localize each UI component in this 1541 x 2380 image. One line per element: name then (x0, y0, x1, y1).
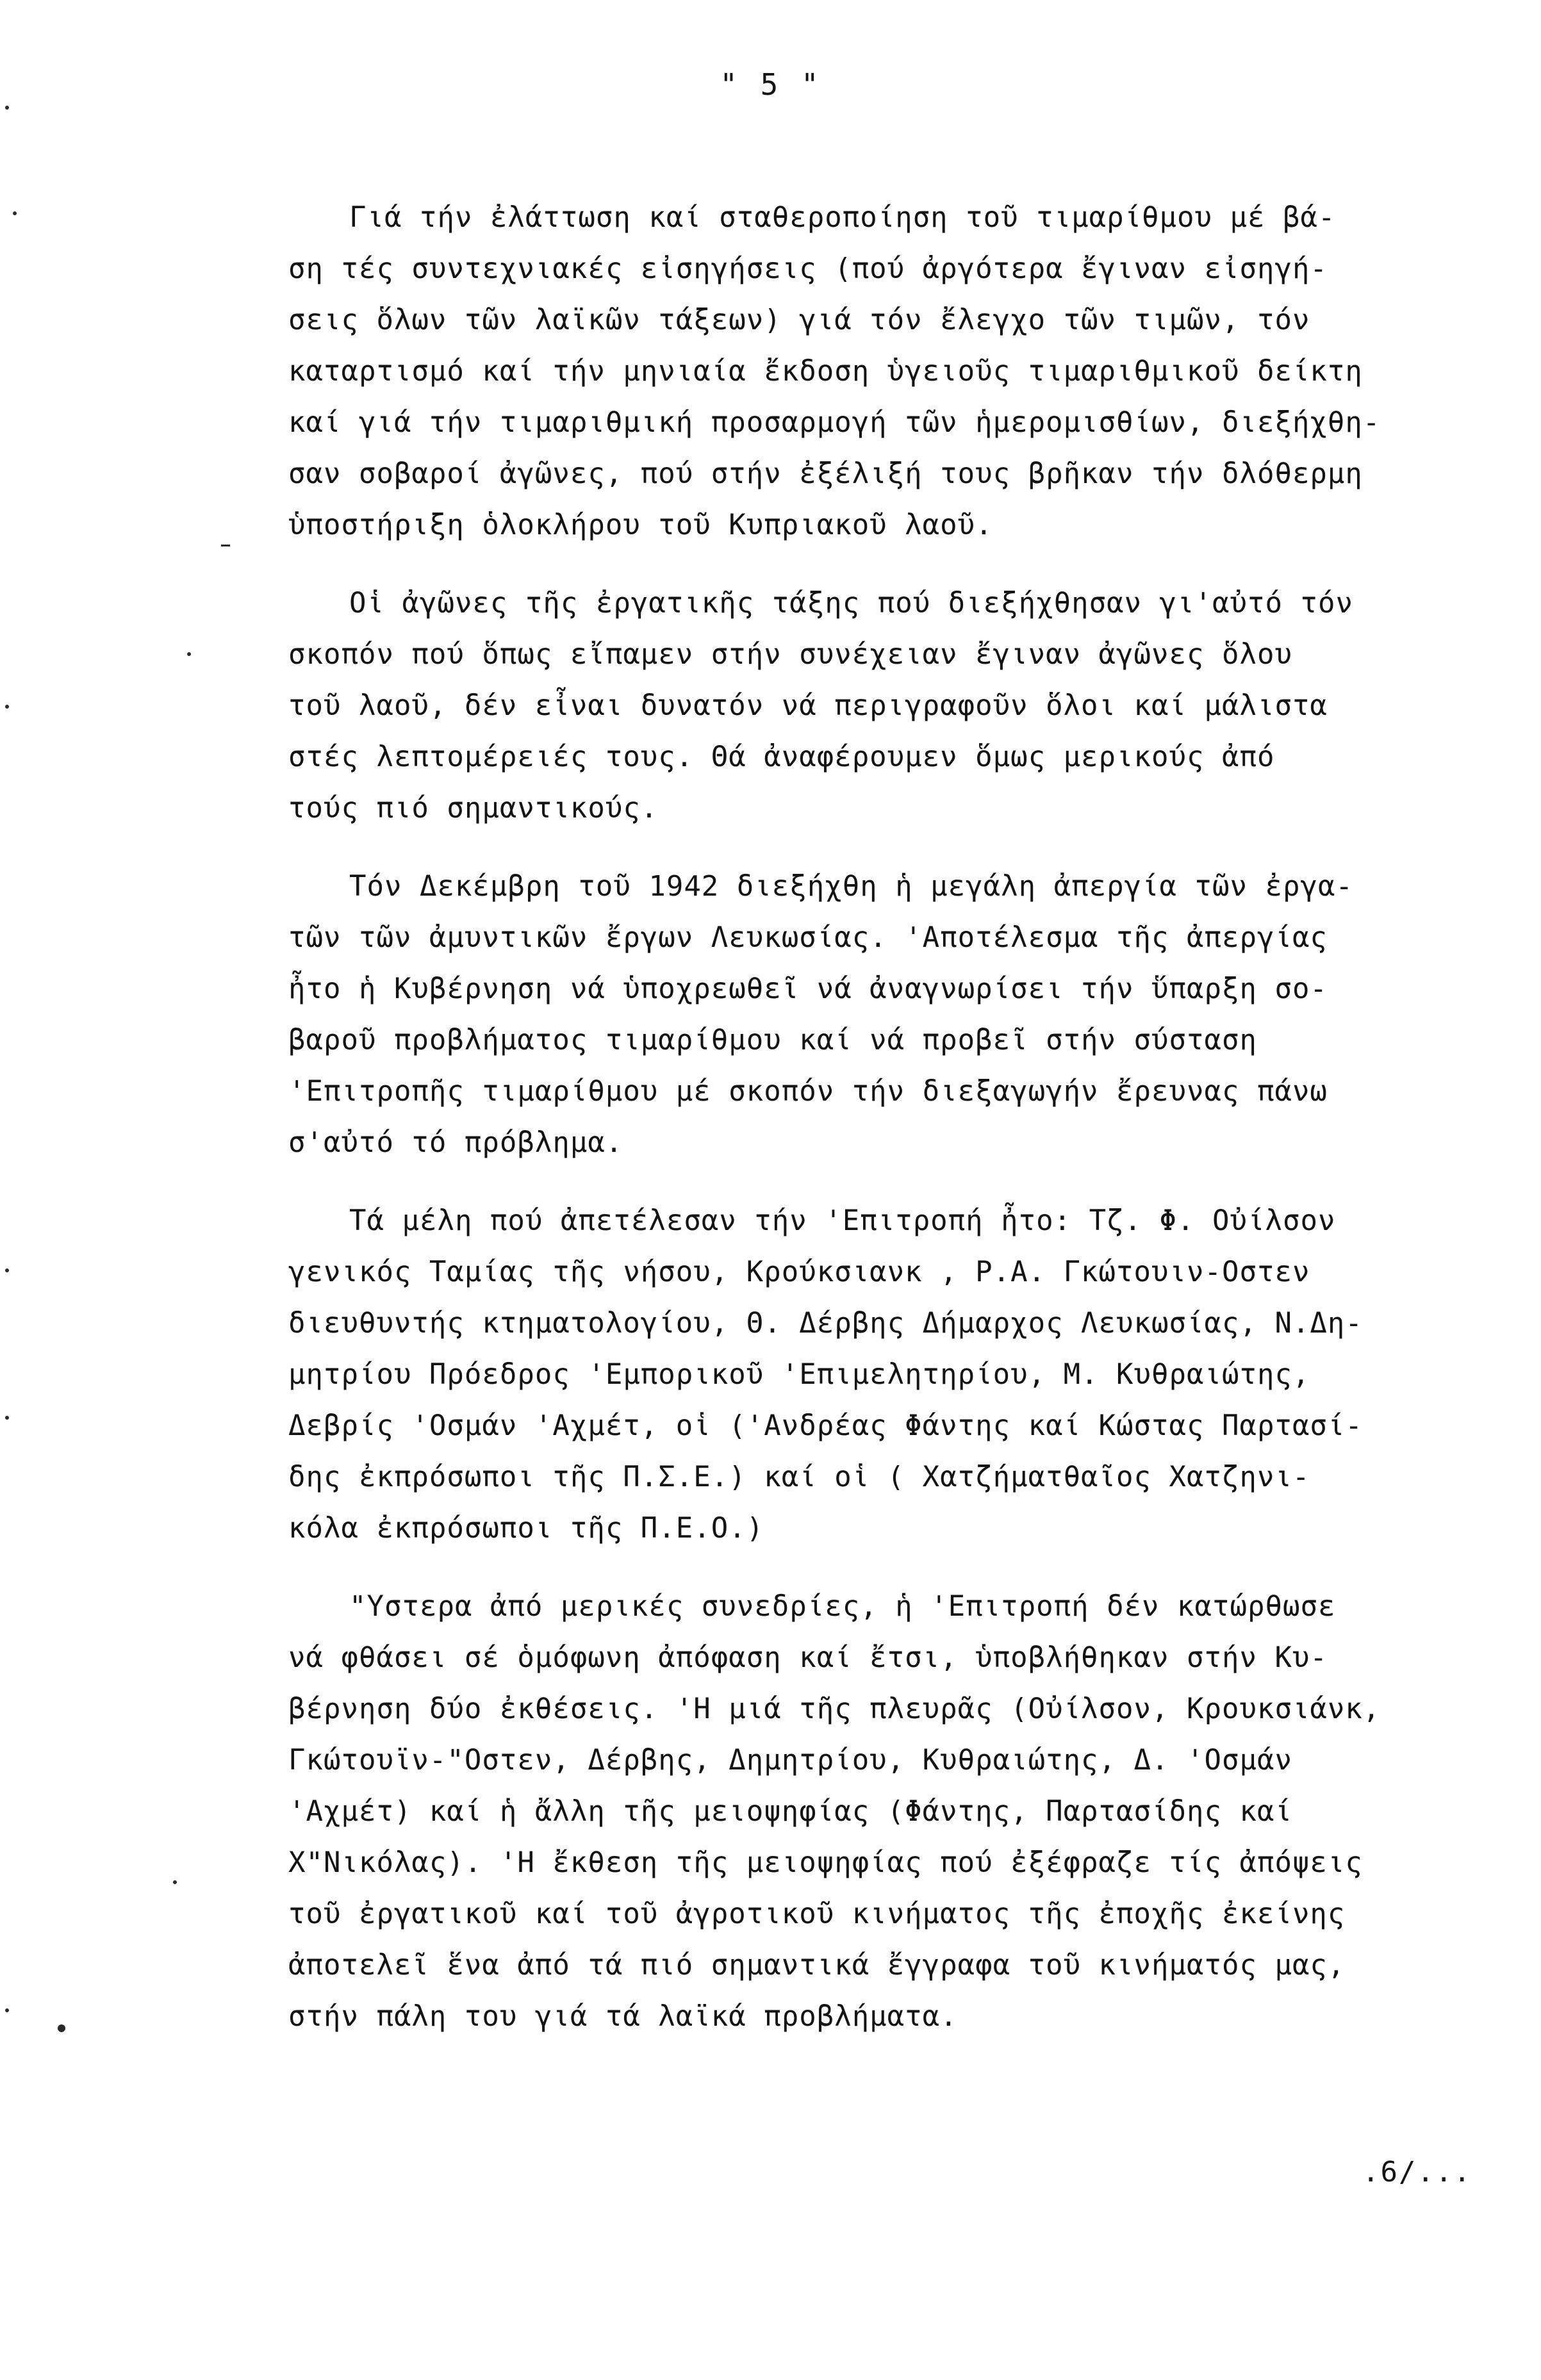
text-line: 'Επιτροπῆς τιμαρίθμου μέ σκοπόν τήν διεξαγωγήν ἔρευνας πάνω (288, 1075, 1328, 1108)
text-line: ση τές συντεχνιακές εἰσηγήσεις (πού ἀργότερα ἔγιναν εἰσηγή- (288, 252, 1328, 285)
margin-speck (5, 1416, 9, 1420)
paragraph-4 (288, 1195, 1493, 1554)
text-line: καταρτισμό καί τήν μηνιαία ἔκδοση ὑγειοῦς τιμαριθμικοῦ δείκτη (288, 355, 1363, 388)
margin-speck (5, 1268, 9, 1272)
text-line: ἀποτελεῖ ἕνα ἀπό τά πιό σημαντικά ἔγγραφα τοῦ κινήματός μας, (288, 1949, 1346, 1982)
text-line: Τά μέλη πού ἀπετέλεσαν τήν 'Επιτροπή ἦτο: Τζ. Φ. Οὐίλσον (349, 1204, 1336, 1237)
text-line: βέρνηση δύο ἐκθέσεις. 'Η μιά τῆς πλευρᾶς (Οὐίλσον, Κρουκσιάνκ, (288, 1693, 1381, 1725)
text-line: τοῦ λαοῦ, δέν εἶναι δυνατόν νά περιγραφοῦν ὅλοι καί μάλιστα (288, 689, 1328, 722)
text-line: στήν πάλη του γιά τά λαϊκά προβλήματα. (288, 2000, 958, 2033)
margin-speck (5, 2008, 9, 2012)
text-line: ὑποστήριξη ὁλοκλήρου τοῦ Κυπριακοῦ λαοῦ. (288, 509, 993, 541)
text-line: Χ"Νικόλας). 'Η ἔκθεση τῆς μειοψηφίας πού ἐξέφραζε τίς ἀπόψεις (288, 1846, 1363, 1879)
text-line: σκοπόν πού ὅπως εἴπαμεν στήν συνέχειαν ἔγιναν ἀγῶνες ὅλου (288, 638, 1292, 671)
text-line: Τόν Δεκέμβρη τοῦ 1942 διεξήχθη ἡ μεγάλη ἀπεργία τῶν ἐργα- (349, 870, 1353, 903)
text-line: τῶν τῶν ἀμυντικῶν ἔργων Λευκωσίας. 'Αποτέλεσμα τῆς ἀπεργίας (288, 921, 1328, 954)
text-line: Οἱ ἀγῶνες τῆς ἐργατικῆς τάξης πού διεξήχθησαν γι'αὐτό τόν (349, 587, 1353, 620)
text-line: μητρίου Πρόεδρος 'Εμπορικοῦ 'Επιμελητηρίου, Μ. Κυθραιώτης, (288, 1358, 1310, 1391)
margin-speck (5, 106, 9, 110)
text-line: στές λεπτομέρειές τους. Θά ἀναφέρουμεν ὅμως μερικούς ἀπό (288, 741, 1275, 773)
margin-speck (5, 705, 9, 709)
text-line: 'Αχμέτ) καί ἡ ἄλλη τῆς μειοψηφίας (Φάντης, Παρτασίδης καί (288, 1795, 1292, 1828)
text-line: κόλα ἐκπρόσωποι τῆς Π.Ε.Ο.) (288, 1512, 764, 1545)
margin-speck (173, 1880, 177, 1884)
paragraph-3 (288, 861, 1493, 1169)
text-line: Δεβρίς 'Οσμάν 'Αχμέτ, οἱ ('Ανδρέας Φάντης καί Κώστας Παρτασί- (288, 1409, 1363, 1442)
text-line: Γιά τήν ἐλάττωση καί σταθεροποίηση τοῦ τιμαρίθμου μέ βά- (349, 201, 1336, 234)
text-line: τούς πιό σημαντικούς. (288, 792, 659, 825)
margin-speck (58, 2024, 65, 2032)
text-line: σαν σοβαροί ἀγῶνες, πού στήν ἐξέλιξή τους βρῆκαν τήν δλόθερμη (288, 457, 1363, 490)
document-body (288, 192, 1493, 2069)
text-line: νά φθάσει σέ ὁμόφωνη ἀπόφαση καί ἔτσι, ὑποβλήθηκαν στήν Κυ- (288, 1641, 1328, 1674)
paragraph-1 (288, 192, 1493, 551)
margin-speck (13, 211, 17, 215)
text-line: καί γιά τήν τιμαριθμική προσαρμογή τῶν ἡμερομισθίων, διεξήχθη- (288, 406, 1381, 439)
text-line: βαροῦ προβλήματος τιμαρίθμου καί νά προβεῖ στήν σύσταση (288, 1024, 1257, 1056)
text-line: Γκώτουϊν-"Οστεν, Δέρβης, Δημητρίου, Κυθραιώτης, Δ. 'Οσμάν (288, 1744, 1292, 1777)
margin-dash (221, 545, 230, 546)
page-continuation-mark: .6/... (1362, 2156, 1472, 2188)
paragraph-5 (288, 1581, 1493, 2042)
text-line: γενικός Ταμίας τῆς νήσου, Κρούκσιανκ , Ρ.Α. Γκώτουιν-Οστεν (288, 1256, 1310, 1288)
margin-speck (187, 652, 191, 656)
text-line: σ'αὐτό τό πρόβλημα. (288, 1126, 623, 1159)
text-line: σεις ὅλων τῶν λαϊκῶν τάξεων) γιά τόν ἔλεγχο τῶν τιμῶν, τόν (288, 304, 1310, 336)
paragraph-2 (288, 578, 1493, 834)
text-line: ἦτο ἡ Κυβέρνηση νά ὑποχρεωθεῖ νά ἀναγνωρίσει τήν ὕπαρξη σο- (288, 973, 1328, 1005)
text-line: τοῦ ἐργατικοῦ καί τοῦ ἀγροτικοῦ κινήματος τῆς ἐποχῆς ἐκείνης (288, 1898, 1346, 1930)
text-line: διευθυντής κτηματολογίου, Θ. Δέρβης Δήμαρχος Λευκωσίας, Ν.Δη- (288, 1307, 1363, 1340)
text-line: δης ἐκπρόσωποι τῆς Π.Σ.Ε.) καί οἱ ( Χατζήματθαῖος Χατζηνι- (288, 1461, 1310, 1493)
text-line: "Υστερα ἀπό μερικές συνεδρίες, ἡ 'Επιτροπή δέν κατώρθωσε (349, 1590, 1336, 1623)
page-number: " 5 " (720, 67, 821, 102)
